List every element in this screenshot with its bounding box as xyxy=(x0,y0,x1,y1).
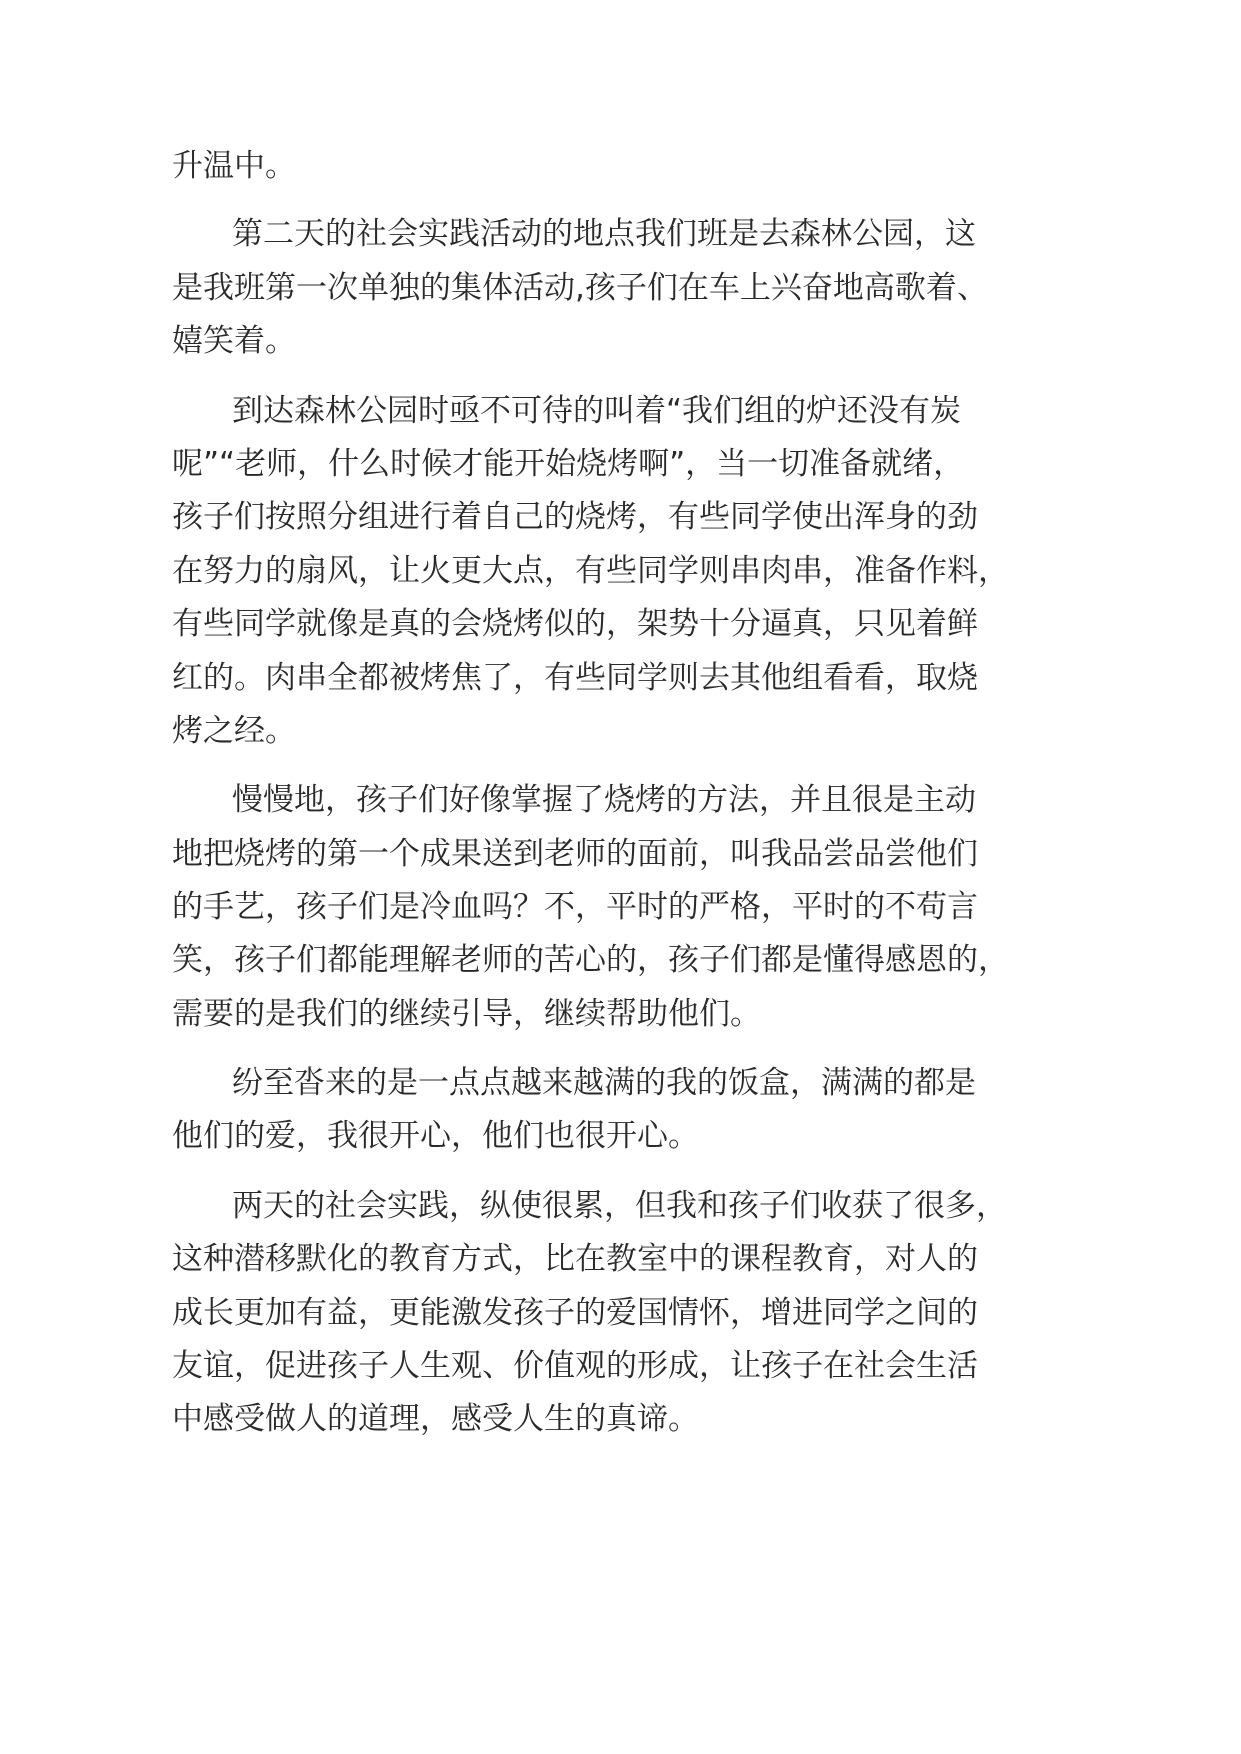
text-line: 到达森林公园时亟不可待的叫着“我们组的炉还没有炭 xyxy=(232,393,962,429)
text-line: 烤之经。 xyxy=(172,713,296,749)
text-line: 成长更加有益，更能激发孩子的爱国情怀，增进同学之间的 xyxy=(172,1295,978,1331)
text-line: 慢慢地，孩子们好像掌握了烧烤的方法，并且很是主动 xyxy=(232,782,976,818)
text-line: 地把烧烤的第一个成果送到老师的面前，叫我品尝品尝他们 xyxy=(172,836,978,872)
text-line: 有些同学就像是真的会烧烤似的，架势十分逼真，只见着鲜 xyxy=(172,606,978,642)
text-line: 需要的是我们的继续引导，继续帮助他们。 xyxy=(172,996,761,1032)
text-line: 他们的爱，我很开心，他们也很开心。 xyxy=(172,1118,699,1154)
text-line: 是我班第一次单独的集体活动,孩子们在车上兴奋地高歌着、 xyxy=(172,270,988,306)
text-line: 升温中。 xyxy=(172,148,296,184)
text-line: 孩子们按照分组进行着自己的烧烤，有些同学使出浑身的劲 xyxy=(172,499,978,535)
text-line: 友谊，促进孩子人生观、价值观的形成，让孩子在社会生活 xyxy=(172,1348,978,1384)
text-line: 在努力的扇风，让火更大点，有些同学则串肉串，准备作料， xyxy=(172,553,1009,589)
text-line: 的手艺，孩子们是冷血吗？不，平时的严格，平时的不苟言 xyxy=(172,889,978,925)
text-line: 这种潜移默化的教育方式，比在教室中的课程教育，对人的 xyxy=(172,1241,978,1277)
text-line: 笑，孩子们都能理解老师的苦心的，孩子们都是懂得感恩的， xyxy=(172,942,1009,978)
text-line: 中感受做人的道理，感受人生的真谛。 xyxy=(172,1401,699,1437)
text-line: 第二天的社会实践活动的地点我们班是去森林公园，这 xyxy=(232,216,976,252)
text-line: 呢”“老师，什么时候才能开始烧烤啊”，当一切准备就绪， xyxy=(172,446,965,482)
text-line: 嬉笑着。 xyxy=(172,323,296,359)
text-line: 红的。肉串全都被烤焦了，有些同学则去其他组看看，取烧 xyxy=(172,660,978,696)
text-line: 纷至沓来的是一点点越来越满的我的饭盒，满满的都是 xyxy=(232,1065,976,1101)
text-line: 两天的社会实践，纵使很累，但我和孩子们收获了很多， xyxy=(232,1188,1007,1224)
